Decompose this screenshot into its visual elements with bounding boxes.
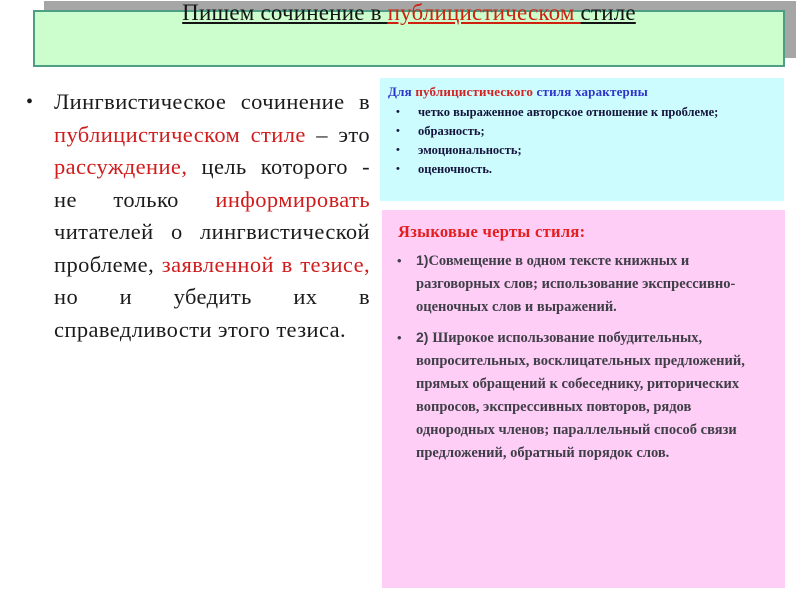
list-item <box>392 249 771 319</box>
item-number: 1) <box>416 252 429 268</box>
main-paragraph: Лингвистическое сочинение в публицистическом стиле – это рассуждение, цель которого - не только информировать читателей о лингвистической проблеме, заявленной в тезисе, но и убедить их в справедливости этого тезиса. <box>54 89 370 342</box>
main-text-block <box>14 86 370 346</box>
list-item <box>388 122 774 141</box>
list-item <box>392 326 771 465</box>
item-body: Широкое использование побудительных, вопросительных, восклицательных предложений, прямых обращений к собеседнику, риторических вопросов, экспрессивных повторов, рядов однородных членов; параллельный способ связи предложений, обратный порядок слов. <box>416 330 745 461</box>
bullet-marker: • <box>26 91 34 113</box>
item-body: Совмещение в одном тексте книжных и разговорных слов; использование экспрессивно-оценочных слов и выражений. <box>416 253 736 315</box>
bullet-marker: • <box>396 106 400 118</box>
bullet-marker: • <box>396 125 400 137</box>
list-item-text <box>416 326 771 465</box>
list-item-text: образность; <box>418 124 485 138</box>
style-characteristics-box <box>380 78 784 201</box>
list-item-text <box>416 249 771 319</box>
list-item <box>388 103 774 122</box>
style-characteristics-heading: Для публицистического стиля характерны <box>388 84 649 99</box>
list-item <box>388 141 774 160</box>
bullet-marker: • <box>397 330 402 345</box>
list-item-text: четко выраженное авторское отношение к проблеме; <box>418 105 719 119</box>
list-item-text: эмоциональность; <box>418 143 522 157</box>
list-item <box>388 160 774 179</box>
bullet-marker: • <box>397 253 402 268</box>
language-features-box <box>382 210 785 588</box>
bullet-marker: • <box>396 144 400 156</box>
slide-title: Пишем сочинение в публицистическом стиле <box>182 0 636 25</box>
item-number: 2) <box>416 329 433 345</box>
language-features-heading: Языковые черты стиля: <box>398 222 586 241</box>
bullet-marker: • <box>396 163 400 175</box>
list-item-text: оценочность. <box>418 162 493 176</box>
